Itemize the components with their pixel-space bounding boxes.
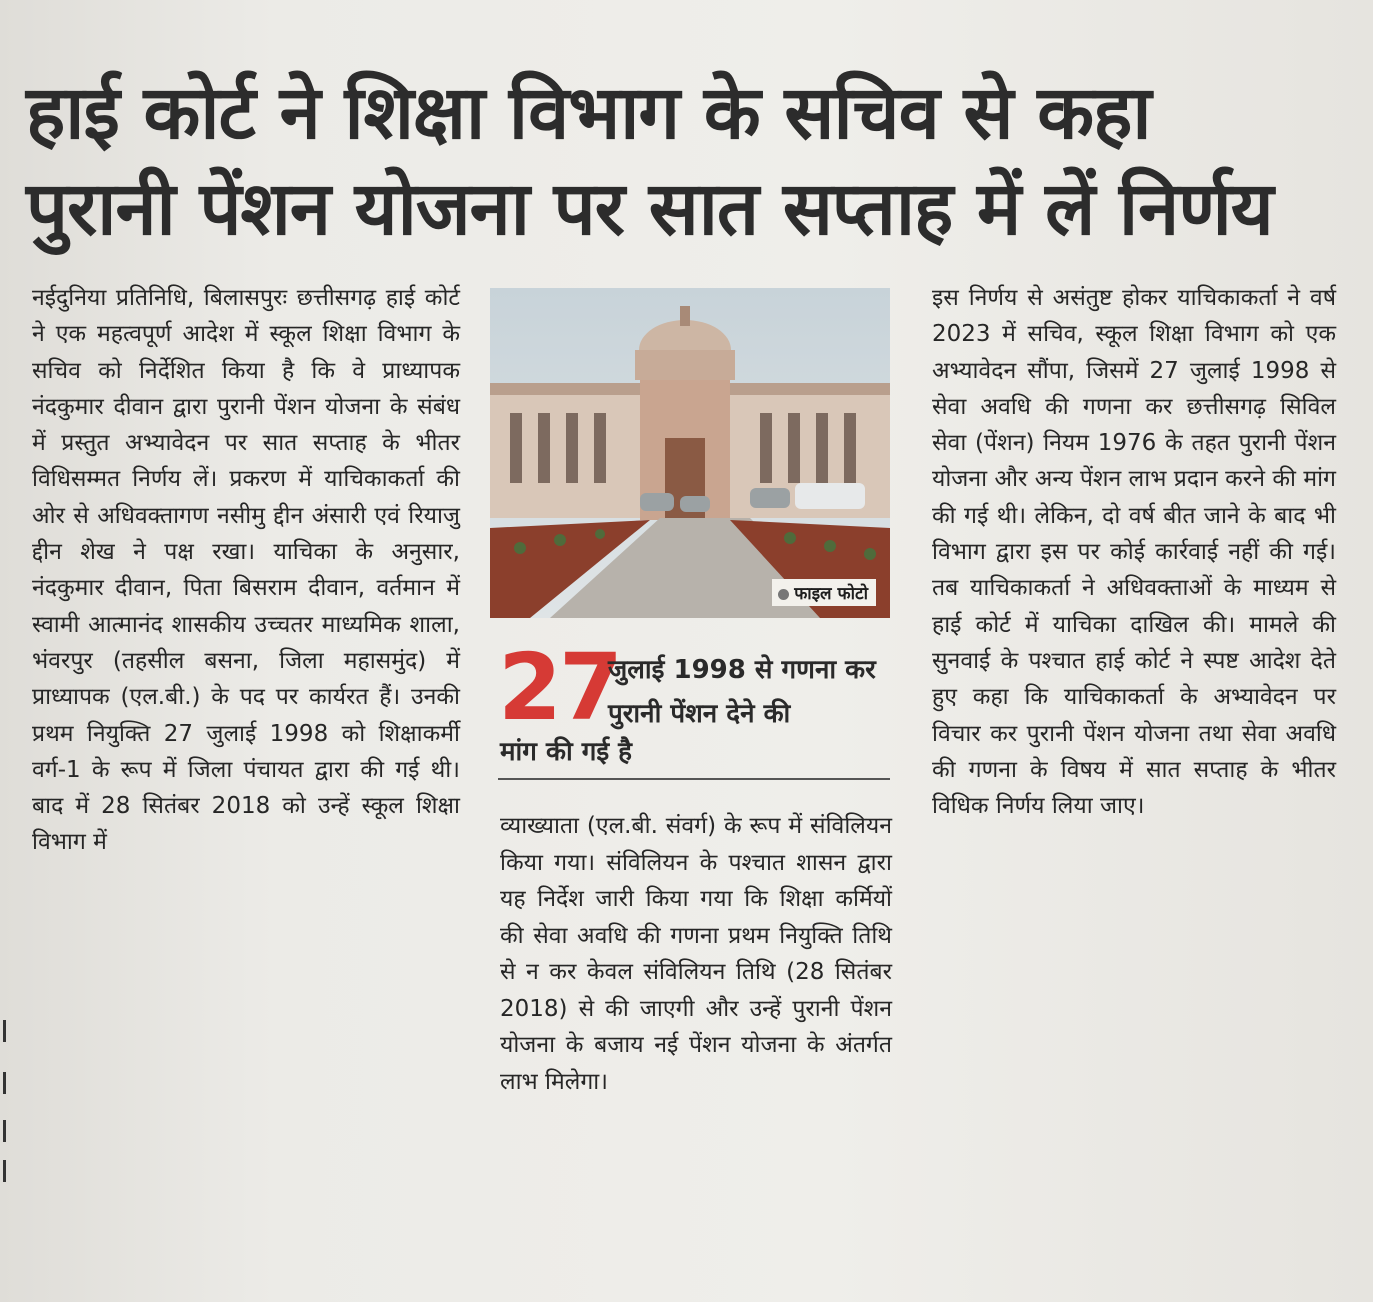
- article-column-left: [32, 280, 460, 861]
- article-text-middle: व्याख्याता (एल.बी. संवर्ग) के रूप में संविलियन किया गया। संविलियन के पश्चात शासन द्वारा यह निर्देश जारी किया गया कि शिक्षा कर्मियों की सेवा अवधि की गणना प्रथम नियुक्ति तिथि से न कर केवल संविलियन तिथि (28 सितंबर 2018) से की जाएगी और उन्हें पुरानी पेंशन योजना के बजाय नई पेंशन योजना के अंतर्गत लाभ मिलेगा।: [500, 813, 892, 1095]
- photo-caption-tag: [772, 579, 876, 606]
- photo-caption: फाइल फोटो: [794, 584, 868, 604]
- camera-dot-icon: [778, 589, 789, 600]
- pull-quote-number: 27: [498, 634, 621, 741]
- high-court-photo: [490, 288, 890, 618]
- headline-line-1: हाई कोर्ट ने शिक्षा विभाग के सचिव से कहा: [26, 70, 1151, 156]
- page-edge-marks: [0, 1020, 10, 1200]
- pull-quote-text: जुलाई 1998 से गणना कर पुरानी पेंशन देने की: [608, 655, 876, 729]
- pull-quote-divider: [498, 778, 890, 780]
- pull-quote-text-end: मांग की गई है: [500, 737, 632, 767]
- article-column-right: [932, 280, 1336, 824]
- high-court-building-illustration: [490, 288, 890, 618]
- headline-line-2: पुरानी पेंशन योजना पर सात सप्ताह में लें निर्णय: [26, 166, 1273, 252]
- article-text-left: नईदुनिया प्रतिनिधि, बिलासपुरः छत्तीसगढ़ हाई कोर्ट ने एक महत्वपूर्ण आदेश में स्कूल शिक्षा विभाग के सचिव को निर्देशित किया है कि वे प्राध्यापक नंदकुमार दीवान द्वारा पुरानी पेंशन योजना के संबंध में प्रस्तुत अभ्यावेदन पर सात सप्ताह के भीतर विधिसम्मत निर्णय लें। प्रकरण में याचिकाकर्ता की ओर से अधिवक्तागण नसीमु द्दीन अंसारी एवं रियाजु द्दीन शेख ने पक्ष रखा। याचिका के अनुसार, नंदकुमार दीवान, पिता बिसराम दीवान, वर्तमान में स्वामी आत्मानंद शासकीय उच्चतर माध्यमिक शाला, भंवरपुर (तहसील बसना, जिला महासमुंद) में प्राध्यापक (एल.बी.) के पद पर कार्यरत हैं। उनकी प्रथम नियुक्ति 27 जुलाई 1998 को शिक्षाकर्मी वर्ग-1 के रूप में जिला पंचायत द्वारा की गई थी। बाद में 28 सितंबर 2018 को उन्हें स्कूल शिक्षा विभाग में: [32, 285, 460, 856]
- article-text-right: इस निर्णय से असंतुष्ट होकर याचिकाकर्ता ने वर्ष 2023 में सचिव, स्कूल शिक्षा विभाग को एक अभ्यावेदन सौंपा, जिसमें 27 जुलाई 1998 से सेवा अवधि की गणना कर छत्तीसगढ़ सिविल सेवा (पेंशन) नियम 1976 के तहत पुरानी पेंशन योजना और अन्य पेंशन लाभ प्रदान करने की मांग की गई थी। लेकिन, दो वर्ष बीत जाने के बाद भी विभाग द्वारा इस पर कोई कार्रवाई नहीं की गई। तब याचिकाकर्ता ने अधिवक्ताओं के माध्यम से हाई कोर्ट में याचिका दाखिल की। मामले की सुनवाई के पश्चात हाई कोर्ट ने स्पष्ट आदेश देते हुए कहा कि याचिकाकर्ता के अभ्यावेदन पर विचार कर पुरानी पेंशन योजना तथा सेवा अवधि की गणना के विषय में सात सप्ताह के भीतर विधिक निर्णय लिया जाए।: [932, 285, 1336, 820]
- cropped-previous-text: [0, 0, 1373, 14]
- article-column-middle: [500, 808, 892, 1100]
